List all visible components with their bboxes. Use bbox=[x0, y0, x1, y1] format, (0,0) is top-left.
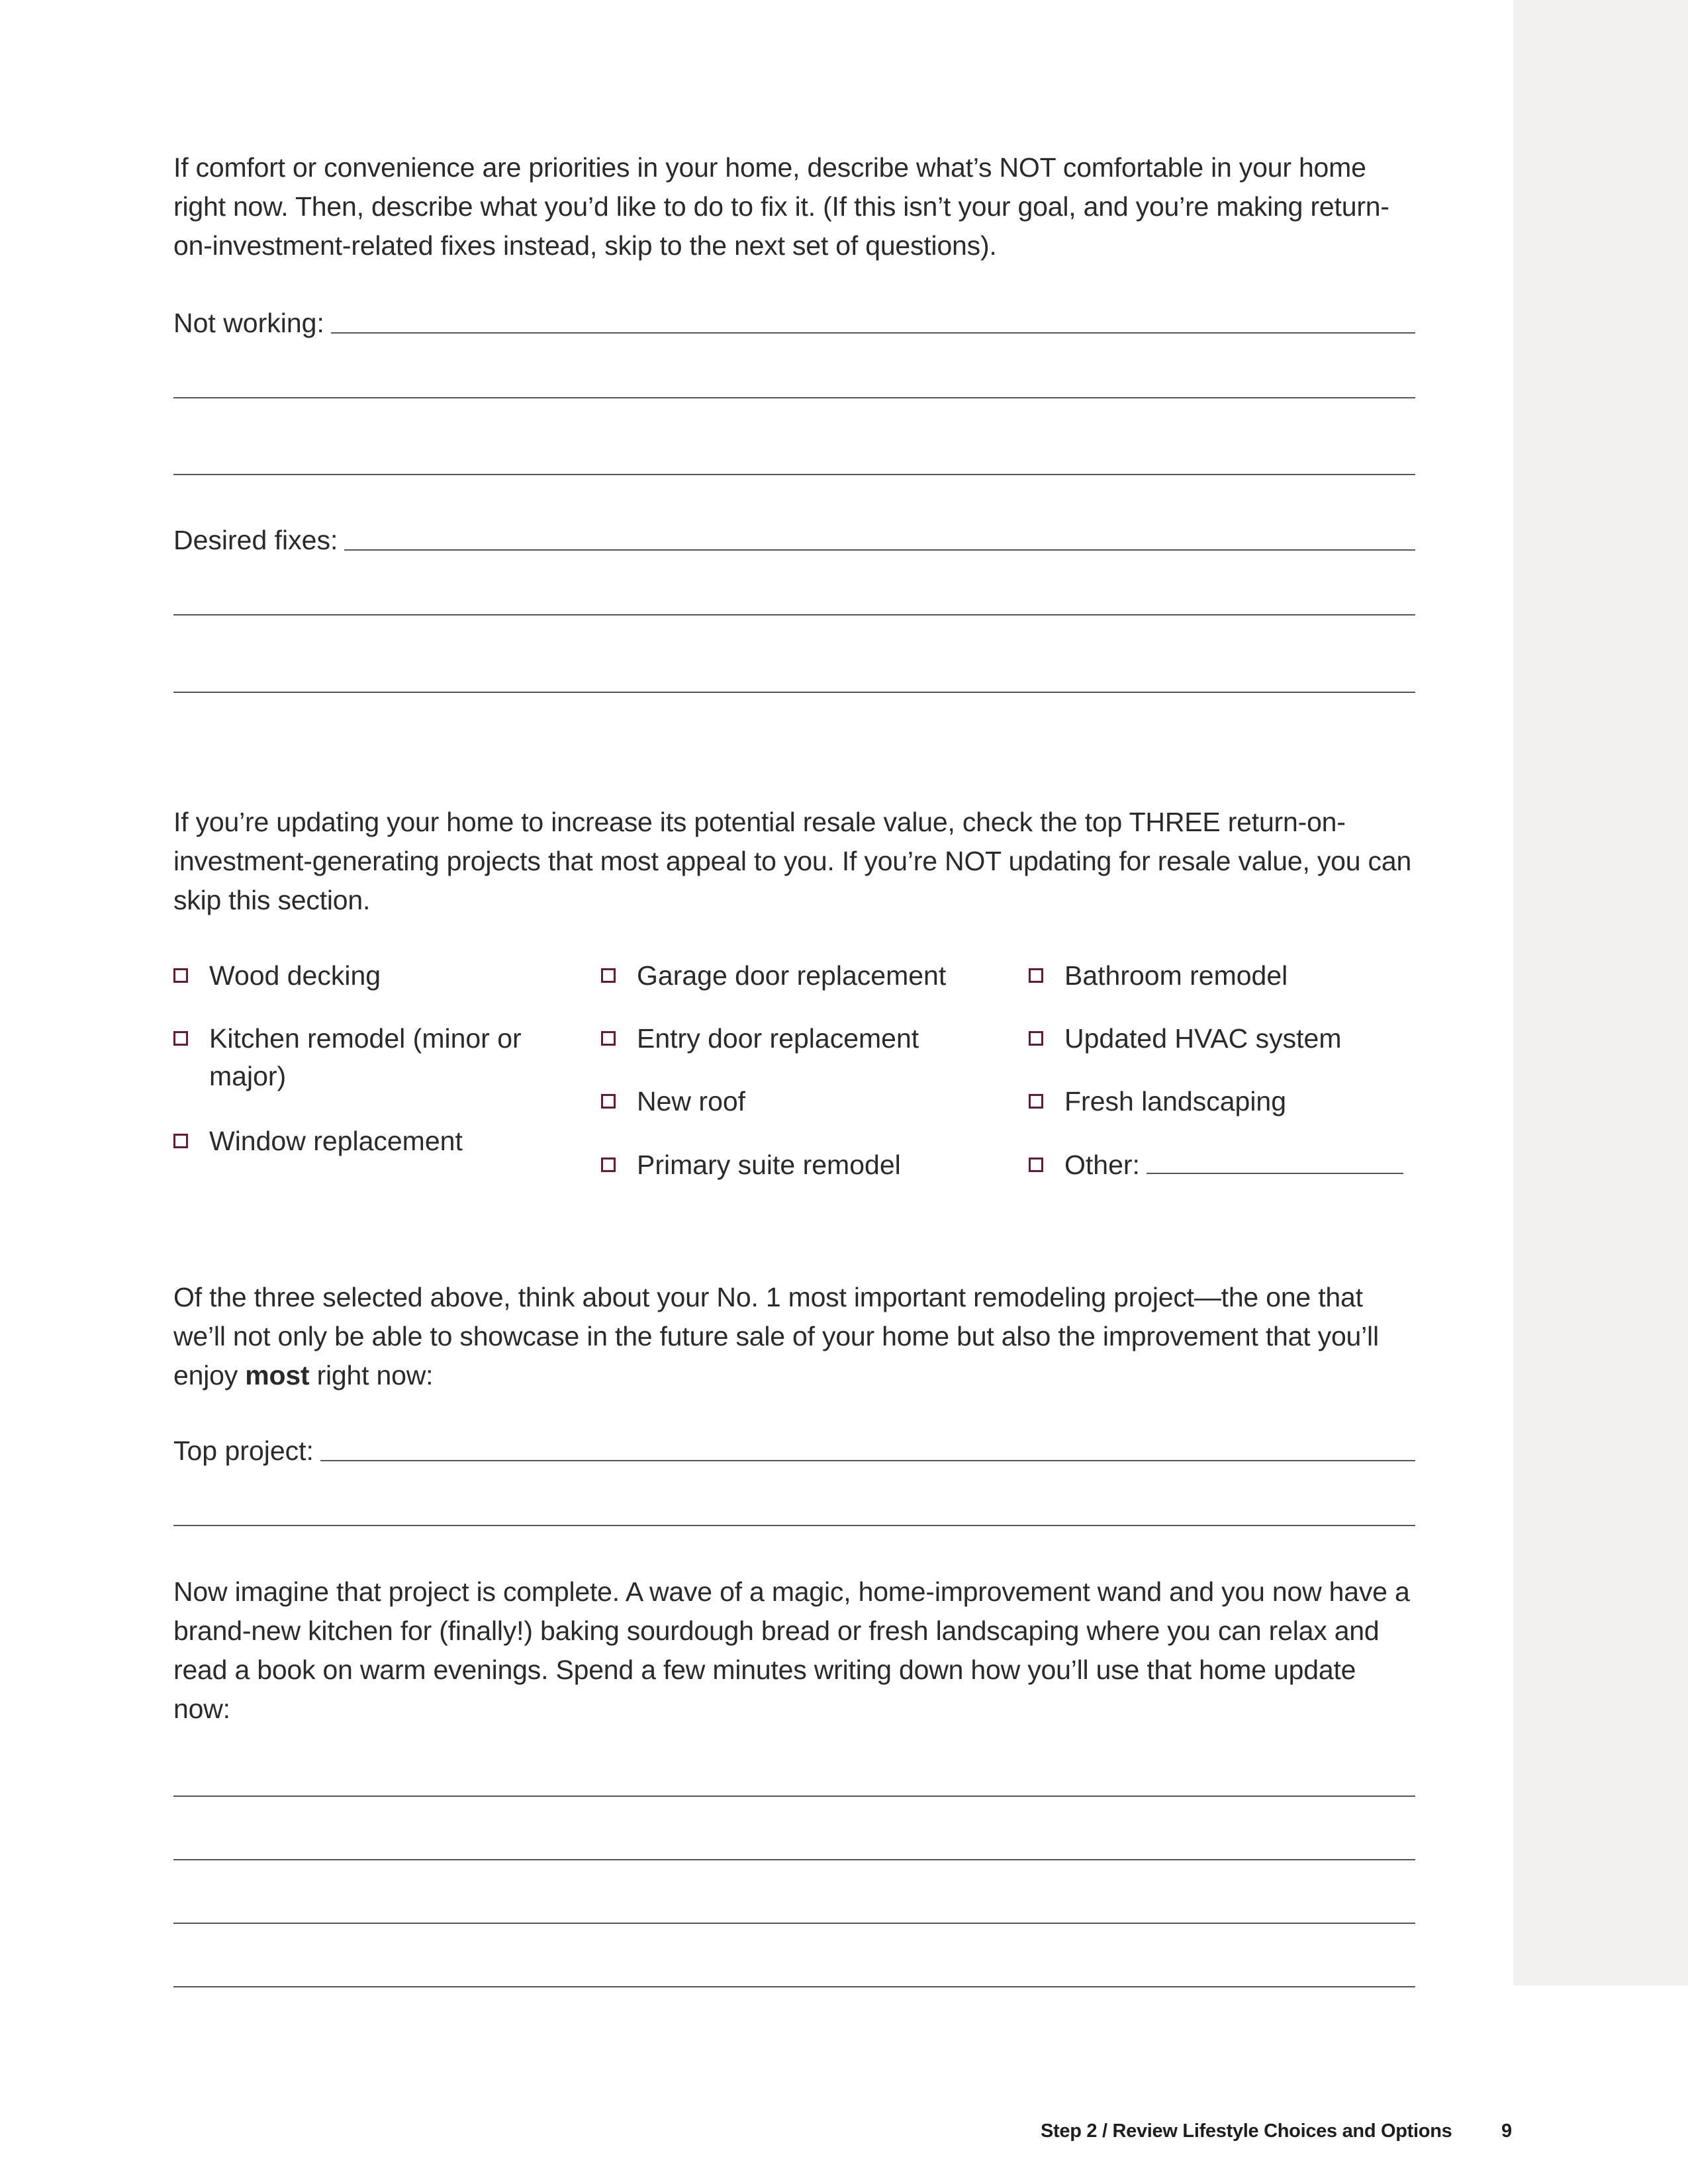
option-entry-door[interactable] bbox=[601, 1020, 919, 1058]
option-label: Window replacement bbox=[209, 1126, 463, 1156]
option-new-roof[interactable] bbox=[601, 1083, 745, 1120]
not-working-line[interactable] bbox=[331, 332, 1415, 334]
checkbox[interactable] bbox=[1029, 1031, 1043, 1046]
option-kitchen-remodel[interactable] bbox=[173, 1020, 522, 1095]
answer-line-4[interactable] bbox=[173, 1986, 1415, 1987]
checkbox[interactable] bbox=[173, 1031, 188, 1046]
option-label: Fresh landscaping bbox=[1064, 1086, 1287, 1116]
footer-page-number: 9 bbox=[1501, 2120, 1512, 2142]
option-hvac[interactable] bbox=[1029, 1020, 1342, 1058]
top-project-instructions: Of the three selected above, think about your No. 1 most important remodeling project—the one that we’ll not only be able to showcase in the future sale of your home but also the improvement that you’ll enjoy most right now: bbox=[173, 1282, 1379, 1390]
footer-section-title: Step 2 / Review Lifestyle Choices and Options bbox=[1041, 2120, 1452, 2142]
desired-fixes-label: Desired fixes: bbox=[173, 525, 338, 555]
top-project-line-2[interactable] bbox=[173, 1525, 1415, 1526]
answer-line-3[interactable] bbox=[173, 1923, 1415, 1924]
option-label: Primary suite remodel bbox=[637, 1150, 901, 1180]
side-panel bbox=[1513, 0, 1688, 1985]
option-window-replacement[interactable] bbox=[173, 1122, 463, 1160]
checkbox[interactable] bbox=[1029, 968, 1043, 983]
not-working-field[interactable] bbox=[173, 303, 1415, 343]
desired-fixes-line[interactable] bbox=[344, 549, 1415, 551]
not-working-line-3[interactable] bbox=[173, 474, 1415, 475]
checkbox[interactable] bbox=[601, 1031, 616, 1046]
option-label: Entry door replacement bbox=[637, 1023, 919, 1054]
checkbox[interactable] bbox=[1029, 1094, 1043, 1109]
answer-line-1[interactable] bbox=[173, 1796, 1415, 1797]
desired-fixes-field[interactable] bbox=[173, 520, 1415, 560]
checkbox[interactable] bbox=[173, 968, 188, 983]
other-line[interactable] bbox=[1147, 1173, 1403, 1174]
option-label: Wood decking bbox=[209, 960, 381, 991]
desired-fixes-line-2[interactable] bbox=[173, 614, 1415, 615]
option-label: Bathroom remodel bbox=[1064, 960, 1288, 991]
top-project-label: Top project: bbox=[173, 1435, 314, 1466]
top-project-line[interactable] bbox=[320, 1460, 1415, 1461]
option-garage-door[interactable] bbox=[601, 957, 946, 995]
checkbox[interactable] bbox=[173, 1134, 188, 1148]
top-project-field[interactable] bbox=[173, 1431, 1415, 1471]
option-wood-decking[interactable] bbox=[173, 957, 381, 995]
answer-line-2[interactable] bbox=[173, 1859, 1415, 1860]
desired-fixes-line-3[interactable] bbox=[173, 692, 1415, 693]
option-primary-suite[interactable] bbox=[601, 1146, 901, 1184]
checkbox[interactable] bbox=[601, 968, 616, 983]
worksheet-page bbox=[173, 0, 1415, 2184]
resale-instructions: If you’re updating your home to increase its potential resale value, check the top THREE return-on-investment-generating projects that most appeal to you. If you’re NOT updating for resale value, you can skip this section. bbox=[173, 807, 1412, 915]
option-label: Other: bbox=[1064, 1146, 1403, 1184]
option-label: Kitchen remodel (minor or major) bbox=[209, 1023, 522, 1091]
checkbox[interactable] bbox=[601, 1094, 616, 1109]
checkbox[interactable] bbox=[601, 1158, 616, 1172]
comfort-instructions: If comfort or convenience are priorities in your home, describe what’s NOT comfortable in your home right now. Then, describe what you’d like to do to fix it. (If this isn’t your goal, and you’re making return-on-investment-related fixes instead, skip to the next set of questions). bbox=[173, 152, 1389, 261]
not-working-line-2[interactable] bbox=[173, 397, 1415, 398]
checkbox[interactable] bbox=[1029, 1158, 1043, 1172]
imagine-instructions: Now imagine that project is complete. A wave of a magic, home-improvement wand and you now have a brand-new kitchen for (finally!) baking sourdough bread or fresh landscaping where you can relax and read a book on warm evenings. Spend a few minutes writing down how you’ll use that home update now: bbox=[173, 1576, 1410, 1724]
option-label: New roof bbox=[637, 1086, 746, 1116]
option-label: Updated HVAC system bbox=[1064, 1023, 1342, 1054]
option-landscaping[interactable] bbox=[1029, 1083, 1286, 1120]
option-bathroom-remodel[interactable] bbox=[1029, 957, 1288, 995]
option-label: Garage door replacement bbox=[637, 960, 947, 991]
option-other[interactable] bbox=[1029, 1146, 1403, 1184]
not-working-label: Not working: bbox=[173, 308, 324, 338]
